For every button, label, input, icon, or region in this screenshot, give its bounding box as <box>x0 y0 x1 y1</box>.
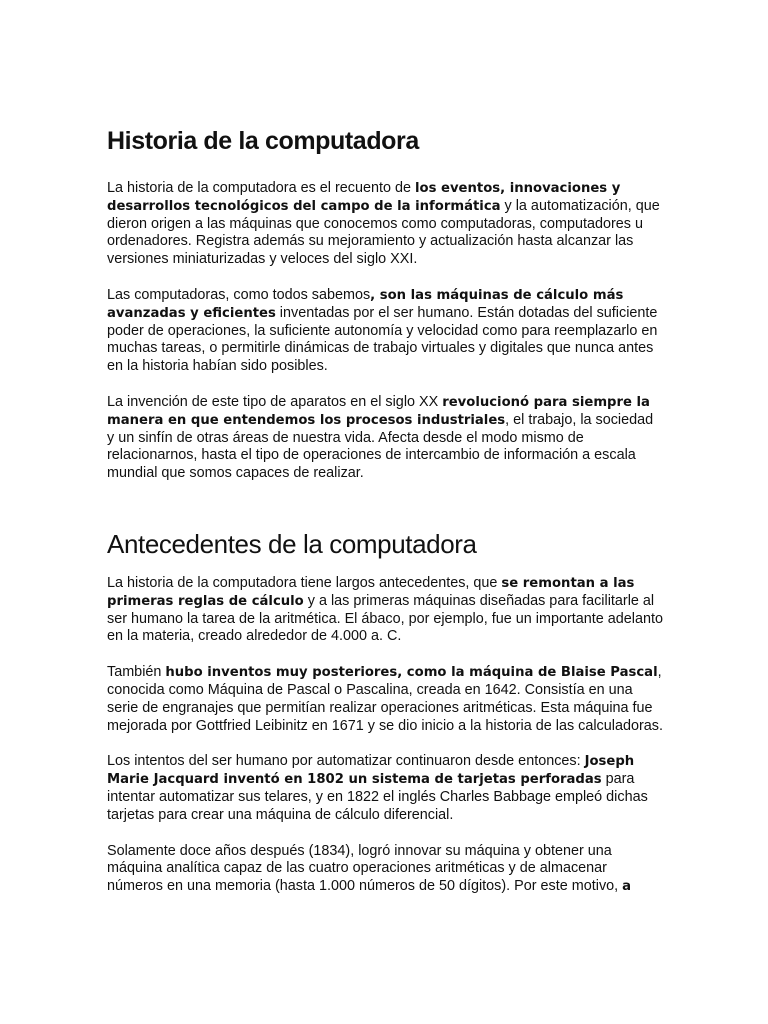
text-run: y la automatización, que dieron origen a las máquinas que conocemos como computadoras, computadores u ordenadores. Registra además su mejoramiento y actualización hasta alcanzar las versiones miniaturizadas y veloces del siglo XXI. <box>107 197 660 268</box>
paragraph-intro-3 <box>107 394 663 483</box>
paragraph-section-4 <box>107 843 663 896</box>
text-run: inventadas por el ser humano. Están dotadas del suficiente poder de operaciones, la suficiente autonomía y velocidad como para reemplazarlo en muchas tareas, o permitirle dinámicas de trabajo virtuales y digitales que nunca antes en la historia habían sido posibles. <box>107 304 658 375</box>
text-run: para intentar automatizar sus telares, y en 1822 el inglés Charles Babbage empleó dichas tarjetas para crear una máquina de cálculo diferencial. <box>107 771 648 823</box>
text-run: La historia de la computadora es el recuento de <box>107 180 415 196</box>
bold-text-run: hubo inventos muy posteriores, como la máquina de Blaise Pascal <box>165 665 658 681</box>
text-run: La historia de la computadora tiene largos antecedentes, que <box>107 574 502 591</box>
text-run: También <box>107 664 166 681</box>
text-run: y a las primeras máquinas diseñadas para facilitarle al ser humano la tarea de la aritmética. El ábaco, por ejemplo, fue un importante adelanto en la materia, creado alrededor de 4.000 a. C. <box>107 592 663 645</box>
text-run: Los intentos del ser humano por automatizar continuaron desde entonces: <box>107 753 585 770</box>
bold-text-run: Joseph Marie Jacquard inventó en 1802 un sistema de tarjetas perforadas <box>107 754 635 788</box>
section-title: Antecedentes de la computadora <box>107 528 477 559</box>
text-run: , el trabajo, la sociedad y un sinfín de otras áreas de nuestra vida. Afecta desde el modo mismo de relacionarnos, hasta el tipo de operaciones de intercambio de información a escala mundial que somos capaces de realizar. <box>107 411 654 482</box>
bold-text-run: se remontan a las primeras reglas de cálculo <box>107 575 635 609</box>
paragraph-section-2 <box>107 664 663 735</box>
paragraph-intro-2 <box>107 287 663 376</box>
bold-text-run: los eventos, innovaciones y desarrollos tecnológicos del campo de la informática <box>107 181 621 214</box>
text-run: Las computadoras, como todos sabemos <box>107 286 371 303</box>
bold-text-run: a <box>622 879 632 895</box>
text-run: La invención de este tipo de aparatos en el siglo XX <box>107 393 443 410</box>
paragraph-section-3 <box>107 753 663 824</box>
paragraph-section-1 <box>107 575 663 646</box>
document-page <box>107 124 663 914</box>
text-run: Solamente doce años después (1834), logró innovar su máquina y obtener una máquina analítica capaz de las cuatro operaciones aritméticas y de almacenar números en una memoria (hasta 1.000 números de 50 dígitos). Por este motivo, <box>107 842 623 895</box>
text-run: , conocida como Máquina de Pascal o Pascalina, creada en 1642. Consistía en una serie de engranajes que permitían realizar operaciones aritméticas. Esta máquina fue mejorada por Gottfried Leibinitz en 1671 y se dio inicio a la historia de las calculadoras. <box>107 664 663 734</box>
bold-text-run: revolucionó para siempre la manera en que entendemos los procesos industriales <box>107 394 650 428</box>
page-title: Historia de la computadora <box>107 127 419 155</box>
paragraph-intro-1 <box>107 180 663 269</box>
bold-text-run: , son las máquinas de cálculo más avanzadas y eficientes <box>107 287 624 321</box>
